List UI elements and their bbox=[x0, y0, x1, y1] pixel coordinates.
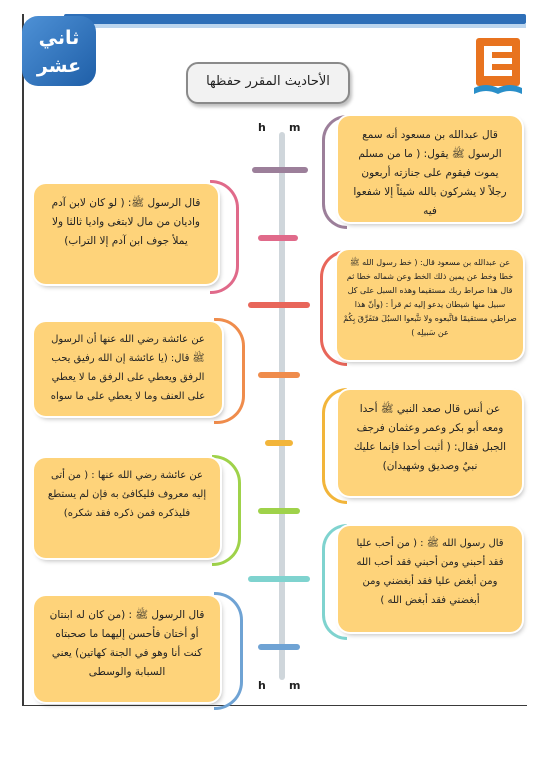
timeline-tick-1 bbox=[252, 167, 308, 173]
top-accent-stripe bbox=[64, 24, 526, 28]
hadith-card-5: عن أنس قال صعد النبي ﷺ أحدا ومعه أبو بكر وعمر وعثمان فرجف الجبل فقال: ( أثبت أحدا فإنما عليك نبيٌ وصديق وشهيدان) bbox=[338, 390, 522, 496]
axis-label-m-top: m bbox=[289, 121, 301, 134]
timeline-tick-5 bbox=[265, 440, 293, 446]
axis-label-h-bottom: h bbox=[258, 679, 266, 692]
axis-label-m-bottom: m bbox=[289, 679, 301, 692]
hadith-card-4: عن عائشة رضي الله عنها أن الرسول ﷺ قال: (يا عائشة إن الله رفيق يحب الرفق ويعطي على الرفق ما لا يعطي على العنف وما لا يعطي على ما سواه bbox=[34, 322, 222, 416]
page-title: الأحاديث المقرر حفظها bbox=[186, 62, 350, 104]
timeline-tick-2 bbox=[258, 235, 298, 241]
top-accent-bar bbox=[64, 14, 526, 24]
hadith-card-7: قال رسول الله ﷺ : ( من أحب عليا فقد أحبني ومن أحبني فقد أحب الله ومن أبغض عليا فقد أبغضني ومن أبغضني فقد أبغض الله ) bbox=[338, 526, 522, 632]
timeline-tick-7 bbox=[248, 576, 310, 582]
timeline-axis bbox=[279, 132, 285, 680]
timeline-tick-4 bbox=[258, 372, 300, 378]
timeline-tick-3 bbox=[248, 302, 310, 308]
hadith-card-1: قال عبدالله بن مسعود أنه سمع الرسول ﷺ يقول: ( ما من مسلم يموت فيقوم على جنازته أربعون رجلاً لا يشركون بالله شيئاً إلا شفعوا فيه bbox=[338, 116, 522, 222]
timeline-tick-6 bbox=[258, 508, 300, 514]
hadith-card-3: عن عبدالله بن مسعود قال: ( خط رسول الله ﷺ خطا وخط عن يمين ذلك الخط وعن شماله خطا ثم قال هذا صراط ربك مستقيما وهذه السبل على كل سبيل منها شيطان يدعو إليه ثم قرأ : (وأنّ هذا صراطي مستقيمًا فاتَّبعوه ولا تتَّبعوا السبُلَ فتَفَرَّقَ بِكُمْ عن سَبيلِه ) bbox=[337, 250, 523, 360]
timeline-tick-8 bbox=[258, 644, 300, 650]
logo-icon bbox=[470, 36, 526, 100]
hadith-card-8: قال الرسول ﷺ : (من كان له ابنتان أو أختان فأحسن إليهما ما صحبتاه كنت أنا وهو في الجنة كهاتين) يعني السبابة والوسطى bbox=[34, 596, 220, 702]
hadith-card-2: قال الرسول ﷺ: ( لو كان لابن آدم واديان من مال لابتغى واديا ثالثا ولا يملأ جوف ابن آدم إلا التراب) bbox=[34, 184, 218, 284]
grade-badge: ثاني عشر bbox=[22, 16, 96, 86]
hadith-card-6: عن عائشة رضي الله عنها : ( من أتى إليه معروف فليكافئ به فإن لم يستطع فليذكره فمن ذكره فقد شكره) bbox=[34, 458, 220, 558]
axis-label-h-top: h bbox=[258, 121, 266, 134]
